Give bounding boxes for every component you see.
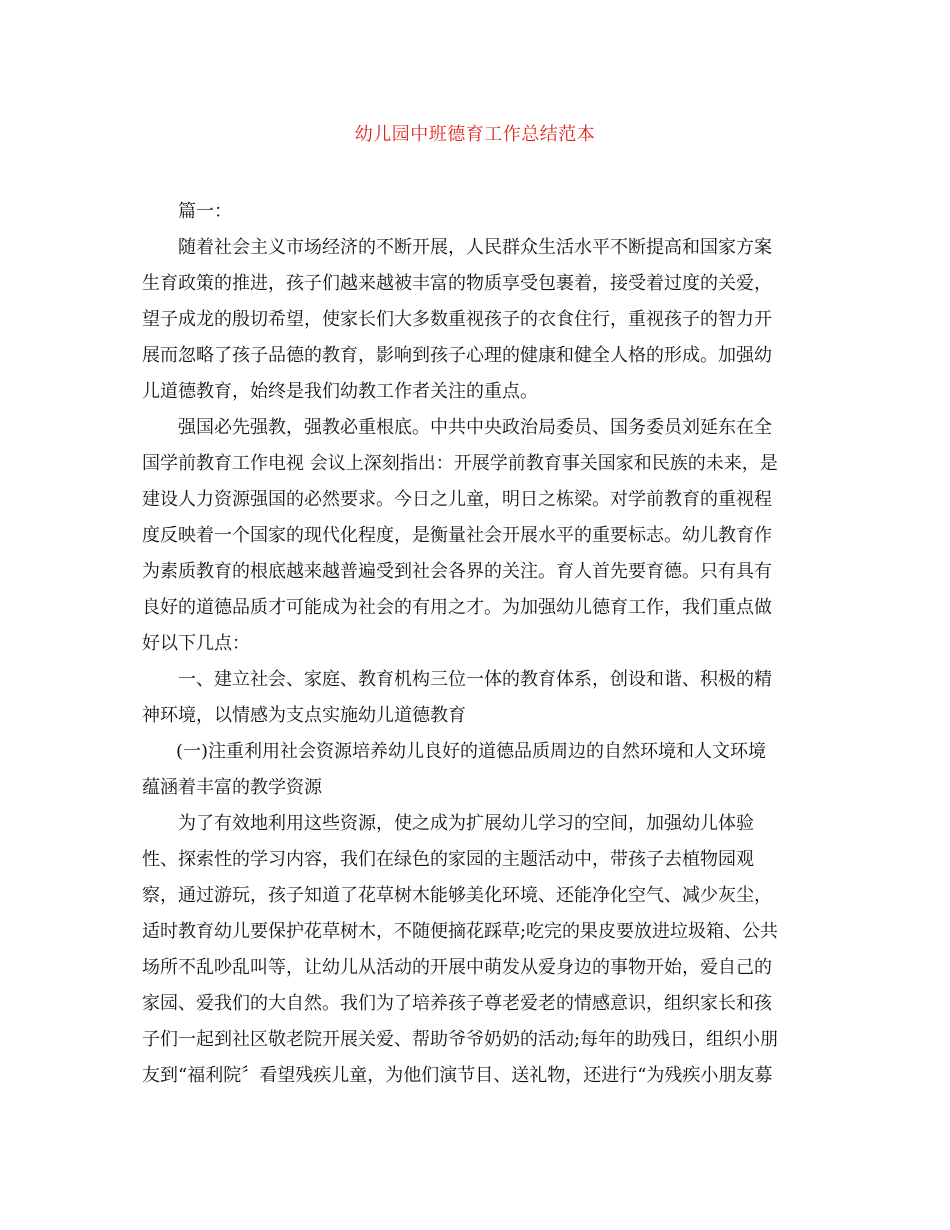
paragraph-line: 适时教育幼儿要保护花草树木，不随便摘花踩草;吃完的果皮要放进垃圾箱、公共 [142,921,779,942]
section-heading: 篇一： [178,201,232,222]
paragraph-line: 蕴涵着丰富的教学资源 [142,777,322,798]
document-body [142,194,812,1094]
paragraph-line: 强国必先强教，强教必重根底。中共中央政治局委员、国务委员刘延东在全 [178,417,772,438]
paragraph-line: 良好的道德品质才可能成为社会的有用之才。为加强幼儿德育工作，我们重点做 [142,597,772,618]
paragraph-line: 建设人力资源强国的必然要求。今日之儿童，明日之栋梁。对学前教育的重视程 [142,489,772,510]
document-title: 幼儿园中班德育工作总结范本 [354,124,596,145]
paragraph-line: 神环境，以情感为支点实施幼儿道德教育 [142,705,466,726]
paragraph-line: 场所不乱吵乱叫等，让幼儿从活动的开展中萌发从爱身边的事物开始，爱自己的 [142,957,772,978]
paragraph-line: 察，通过游玩，孩子知道了花草树木能够美化环境、还能净化空气、减少灰尘， [142,885,772,906]
paragraph-line: 国学前教育工作电视 会议上深刻指出：开展学前教育事关国家和民族的未来，是 [142,453,778,474]
paragraph-line: 性、探索性的学习内容，我们在绿色的家园的主题活动中，带孩子去植物园观 [142,849,754,870]
paragraph-line: 子们一起到社区敬老院开展关爱、帮助爷爷奶奶的活动;每年的助残日，组织小朋 [142,1029,779,1050]
paragraph-line: 一、建立社会、家庭、教育机构三位一体的教育体系，创设和谐、积极的精 [178,669,772,690]
paragraph-line: 儿道德教育，始终是我们幼教工作者关注的重点。 [142,381,538,402]
paragraph-line: 家园、爱我们的大自然。我们为了培养孩子尊老爱老的情感意识，组织家长和孩 [142,993,772,1014]
paragraph-line: 度反映着一个国家的现代化程度，是衡量社会开展水平的重要标志。幼儿教育作 [142,525,772,546]
paragraph-line: 望子成龙的殷切希望，使家长们大多数重视孩子的衣食住行，重视孩子的智力开 [142,309,772,330]
paragraph-line: 为素质教育的根底越来越普遍受到社会各界的关注。育人首先要育德。只有具有 [142,561,772,582]
paragraph-line: 友到“福利院〞看望残疾儿童，为他们演节目、送礼物，还进行“为残疾小朋友募 [142,1065,773,1086]
paragraph-line: 为了有效地利用这些资源，使之成为扩展幼儿学习的空间，加强幼儿体验 [178,813,754,834]
paragraph-line: 展而忽略了孩子品德的教育，影响到孩子心理的健康和健全人格的形成。加强幼 [142,345,772,366]
paragraph-line: 生育政策的推进，孩子们越来越被丰富的物质享受包裹着，接受着过度的关爱， [142,273,772,294]
paragraph-line: 好以下几点： [142,633,250,654]
paragraph-line: 随着社会主义市场经济的不断开展，人民群众生活水平不断提高和国家方案 [178,237,772,258]
paragraph-line: (一)注重利用社会资源培养幼儿良好的道德品质周边的自然环境和人文环境 [176,741,767,762]
